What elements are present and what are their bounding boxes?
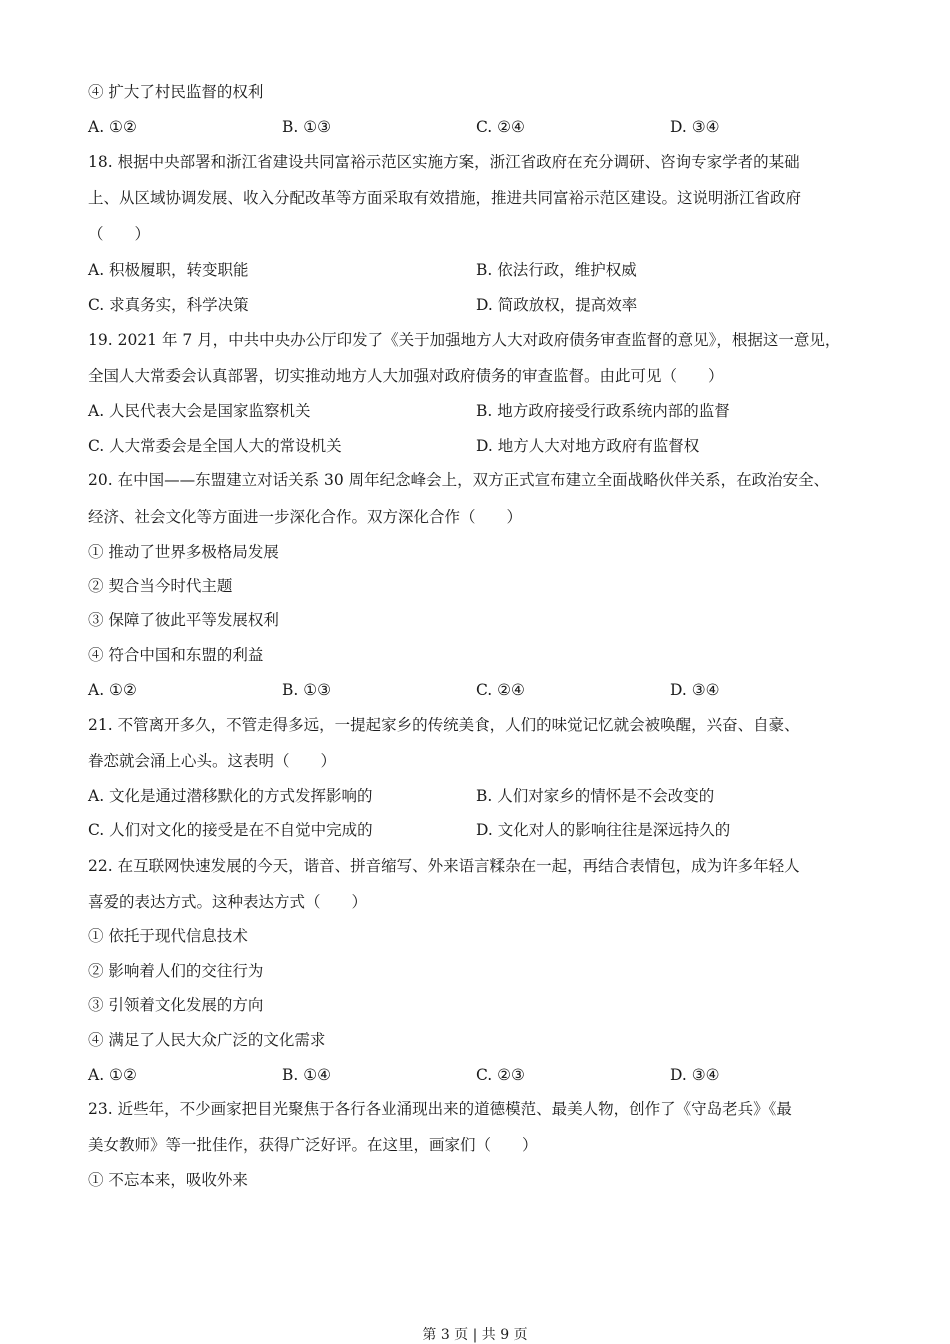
q20-option-c: C. ②④ — [476, 681, 525, 699]
q20-stem-line-2: 经济、社会文化等方面进一步深化合作。双方深化合作（ ） — [88, 508, 523, 526]
q22-option-d: D. ③④ — [670, 1066, 720, 1084]
q23-item-1: ① 不忘本来，吸收外来 — [88, 1171, 248, 1189]
q18-option-b: B. 依法行政，维护权威 — [476, 261, 637, 279]
q19-option-d: D. 地方人大对地方政府有监督权 — [476, 437, 700, 455]
q22-item-1: ① 依托于现代信息技术 — [88, 927, 248, 945]
q20-item-2: ② 契合当今时代主题 — [88, 577, 233, 595]
q17-item-4: ④ 扩大了村民监督的权利 — [88, 83, 264, 101]
q22-option-b: B. ①④ — [282, 1066, 332, 1084]
q20-option-d: D. ③④ — [670, 681, 720, 699]
q19-stem-line-2: 全国人大常委会认真部署，切实推动地方人大加强对政府债务的审查监督。由此可见（ ） — [88, 367, 724, 385]
q23-stem-line-2: 美女教师》等一批佳作，获得广泛好评。在这里，画家们（ ） — [88, 1136, 538, 1154]
q21-option-b: B. 人们对家乡的情怀是不会改变的 — [476, 787, 715, 805]
q17-option-a: A. ①② — [88, 118, 137, 136]
q18-option-d: D. 简政放权，提高效率 — [476, 296, 638, 314]
q20-option-a: A. ①② — [88, 681, 137, 699]
q22-item-3: ③ 引领着文化发展的方向 — [88, 996, 264, 1014]
q20-item-4: ④ 符合中国和东盟的利益 — [88, 646, 264, 664]
q22-item-4: ④ 满足了人民大众广泛的文化需求 — [88, 1031, 326, 1049]
q22-stem-line-2: 喜爱的表达方式。这种表达方式（ ） — [88, 893, 368, 911]
q21-option-a: A. 文化是通过潜移默化的方式发挥影响的 — [88, 787, 373, 805]
q17-option-d: D. ③④ — [670, 118, 720, 136]
q22-option-a: A. ①② — [88, 1066, 137, 1084]
q21-stem-line-1: 21. 不管离开多久，不管走得多远，一提起家乡的传统美食，人们的味觉记忆就会被唤醒，兴奋、自豪、 — [88, 716, 800, 734]
q22-option-c: C. ②③ — [476, 1066, 525, 1084]
q19-option-a: A. 人民代表大会是国家监察机关 — [88, 402, 311, 420]
page-footer: 第 3 页 | 共 9 页 — [422, 1327, 528, 1343]
q21-option-c: C. 人们对文化的接受是在不自觉中完成的 — [88, 821, 373, 839]
q20-stem-line-1: 20. 在中国——东盟建立对话关系 30 周年纪念峰会上，双方正式宣布建立全面战略伙伴关系，在政治安全、 — [88, 471, 830, 489]
q20-item-3: ③ 保障了彼此平等发展权利 — [88, 611, 279, 629]
q20-option-b: B. ①③ — [282, 681, 332, 699]
q18-option-a: A. 积极履职，转变职能 — [88, 261, 249, 279]
q21-option-d: D. 文化对人的影响往往是深远持久的 — [476, 821, 731, 839]
q17-option-b: B. ①③ — [282, 118, 332, 136]
q19-stem-line-1: 19. 2021 年 7 月，中共中央办公厅印发了《关于加强地方人大对政府债务审查监督的意见》，根据这一意见， — [88, 331, 841, 349]
q19-option-c: C. 人大常委会是全国人大的常设机关 — [88, 437, 342, 455]
q21-stem-line-2: 眷恋就会涌上心头。这表明（ ） — [88, 752, 337, 770]
q23-stem-line-1: 23. 近些年，不少画家把目光聚焦于各行各业涌现出来的道德模范、最美人物，创作了《守岛老兵》《最 — [88, 1100, 792, 1118]
q22-stem-line-1: 22. 在互联网快速发展的今天，谐音、拼音缩写、外来语言糅杂在一起，再结合表情包，成为许多年轻人 — [88, 857, 800, 875]
q18-option-c: C. 求真务实，科学决策 — [88, 296, 249, 314]
q18-stem-line-3: （ ） — [88, 225, 151, 243]
q18-stem-line-2: 上、从区域协调发展、收入分配改革等方面采取有效措施，推进共同富裕示范区建设。这说明浙江省政府 — [88, 189, 802, 207]
q17-option-c: C. ②④ — [476, 118, 525, 136]
q18-stem-line-1: 18. 根据中央部署和浙江省建设共同富裕示范区实施方案，浙江省政府在充分调研、咨询专家学者的某础 — [88, 153, 800, 171]
q20-item-1: ① 推动了世界多极格局发展 — [88, 543, 279, 561]
q19-option-b: B. 地方政府接受行政系统内部的监督 — [476, 402, 730, 420]
q22-item-2: ② 影响着人们的交往行为 — [88, 962, 264, 980]
